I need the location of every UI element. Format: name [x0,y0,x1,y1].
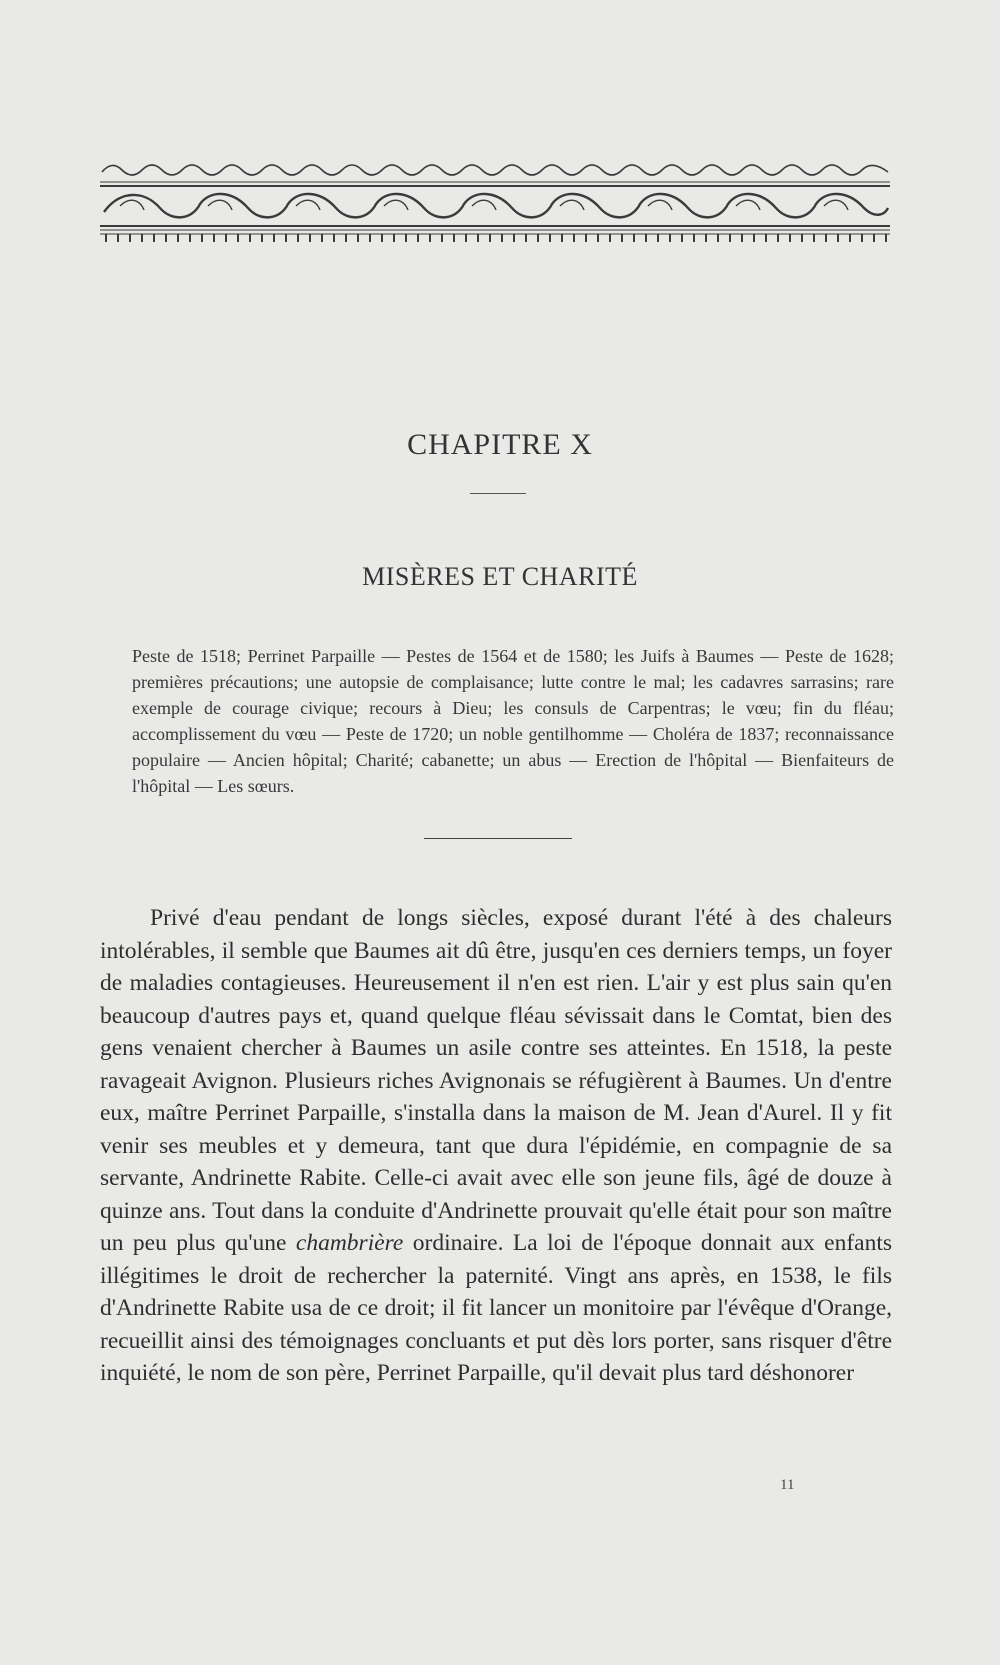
body-text [100,902,892,1390]
summary-divider [424,838,572,839]
italic-word: chambrière [295,1230,404,1256]
decorative-header-ornament [100,160,890,245]
chapter-summary: Peste de 1518; Perrinet Parpaille — Pestes de 1564 et de 1580; les Juifs à Baumes — Peste de 1628; premières précautions; une autopsie de complaisance; lutte contre le mal; les cadavres sarrasins; rare exemple de courage civique; recours à Dieu; les consuls de Carpentras; le vœu; fin du fléau; accomplissement du vœu — Peste de 1720; un noble gentilhomme — Choléra de 1837; reconnaissance populaire — Ancien hôpital; Charité; cabanette; un abus — Erection de l'hôpital — Bienfaiteurs de l'hôpital — Les sœurs. [132,646,894,796]
chapter-subtitle: MISÈRES ET CHARITÉ [362,562,638,591]
page-number: 11 [780,1477,795,1493]
body-paragraph [100,902,892,1390]
title-divider [470,493,526,494]
chapter-title: CHAPITRE X [407,428,593,461]
body-text-part-1: Privé d'eau pendant de longs siècles, exposé durant l'été à des chaleurs intolérables, il semble que Baumes ait dû être, jusqu'en ces derniers temps, un foyer de maladies contagieuses. Heureusement il n'en est rien. L'air y est plus sain qu'en beaucoup d'autres pays et, quand quelque fléau sévissait dans le Comtat, bien des gens venaient chercher à Baumes un asile contre ses atteintes. En 1518, la peste ravageait Avignon. Plusieurs riches Avignonais se réfugièrent à Baumes. Un d'entre eux, maître Perrinet Parpaille, s'installa dans la maison de M. Jean d'Aurel. Il y fit venir ses meubles et y demeura, tant que dura l'épidémie, en compagnie de sa servante, Andrinette Rabite. Celle-ci avait avec elle son jeune fils, âgé de douze à quinze ans. Tout dans la conduite d'Andrinette prouvait qu'elle était pour son maître un peu plus qu'une [100,905,892,1256]
body-text-part-2: ordinaire. La loi de l'époque donnait aux enfants illégitimes le droit de rechercher la paternité. Vingt ans après, en 1538, le fils d'Andrinette Rabite usa de ce droit; il fit lancer un monitoire par l'évêque d'Orange, recueillit ainsi des témoignages concluants et put dès lors porter, sans risquer d'être inquiété, le nom de son père, Perrinet Parpaille, qu'il devait plus tard déshonorer [100,1230,892,1386]
